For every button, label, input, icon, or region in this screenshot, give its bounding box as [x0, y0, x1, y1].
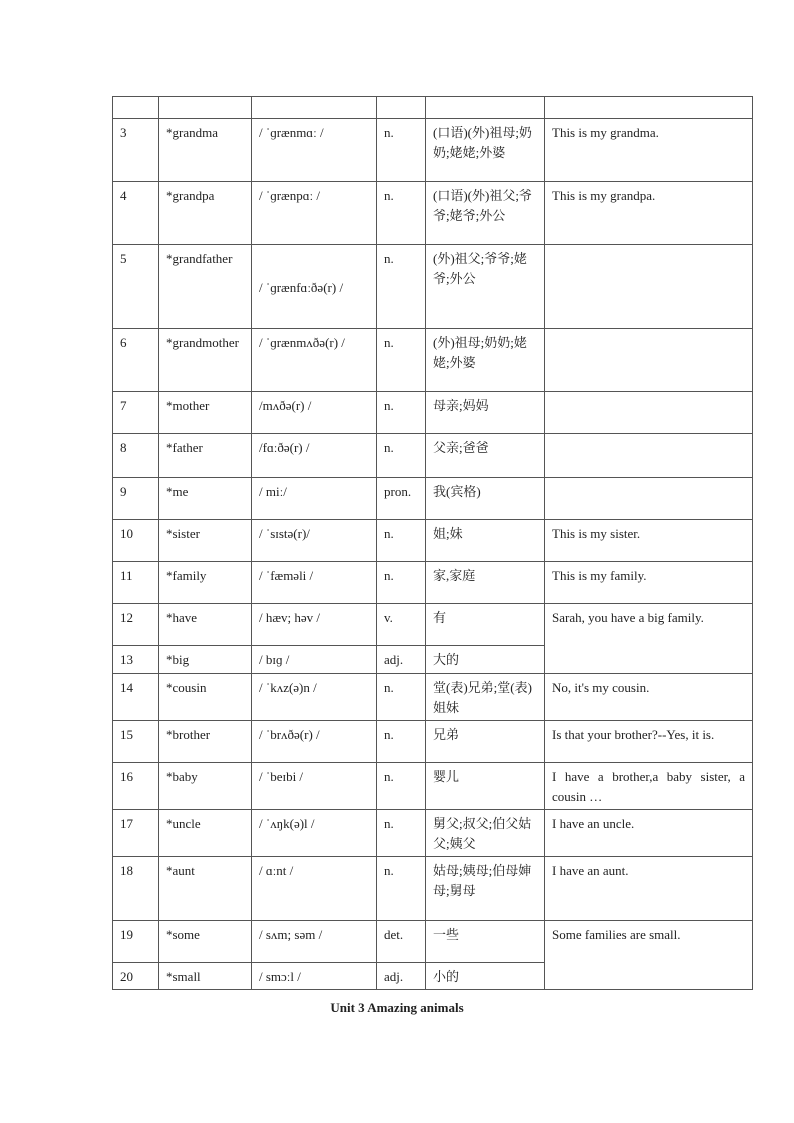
row-word: *grandma: [159, 119, 252, 182]
row-example: This is my grandma.: [545, 119, 753, 182]
row-pos: adj.: [377, 963, 426, 990]
row-number: 12: [113, 604, 159, 646]
table-row: [113, 245, 753, 329]
row-word: *grandfather: [159, 245, 252, 329]
row-pos: n.: [377, 520, 426, 562]
table-row: [113, 810, 753, 857]
row-word: *some: [159, 921, 252, 963]
row-number: 19: [113, 921, 159, 963]
row-meaning: (外)祖母;奶奶;姥姥;外婆: [426, 329, 545, 392]
table-row: [113, 434, 753, 478]
row-pos: n.: [377, 182, 426, 245]
row-number: 18: [113, 857, 159, 921]
table-cell: [545, 97, 753, 119]
row-number: 8: [113, 434, 159, 478]
vocabulary-table: [112, 96, 753, 990]
row-meaning: 舅父;叔父;伯父姑父;姨父: [426, 810, 545, 857]
row-number: 3: [113, 119, 159, 182]
row-meaning: 家,家庭: [426, 562, 545, 604]
row-number: 14: [113, 674, 159, 721]
row-phonetic: / ˈʌŋk(ə)l /: [252, 810, 377, 857]
row-pos: n.: [377, 810, 426, 857]
row-number: 6: [113, 329, 159, 392]
row-number: 11: [113, 562, 159, 604]
row-meaning: 堂(表)兄弟;堂(表)姐妹: [426, 674, 545, 721]
table-row: [113, 674, 753, 721]
row-meaning: 兄弟: [426, 721, 545, 763]
row-word: *uncle: [159, 810, 252, 857]
row-phonetic: / hæv; həv /: [252, 604, 377, 646]
row-pos: v.: [377, 604, 426, 646]
row-meaning: (口语)(外)祖父;爷爷;姥爷;外公: [426, 182, 545, 245]
row-example: Is that your brother?--Yes, it is.: [545, 721, 753, 763]
row-example: This is my sister.: [545, 520, 753, 562]
row-meaning: 父亲;爸爸: [426, 434, 545, 478]
row-word: *cousin: [159, 674, 252, 721]
row-meaning: (外)祖父;爷爷;姥爷;外公: [426, 245, 545, 329]
row-example: This is my grandpa.: [545, 182, 753, 245]
row-word: *me: [159, 478, 252, 520]
row-meaning: 我(宾格): [426, 478, 545, 520]
row-example: I have an uncle.: [545, 810, 753, 857]
row-pos: n.: [377, 763, 426, 810]
row-phonetic: / sʌm; səm /: [252, 921, 377, 963]
row-word: *baby: [159, 763, 252, 810]
row-phonetic: / ˈɡrænfɑːðə(r) /: [252, 245, 377, 329]
table-row: [113, 182, 753, 245]
row-word: *small: [159, 963, 252, 990]
row-phonetic: / smɔːl /: [252, 963, 377, 990]
row-example: No, it's my cousin.: [545, 674, 753, 721]
row-pos: n.: [377, 721, 426, 763]
row-phonetic: / bɪɡ /: [252, 646, 377, 674]
row-number: 15: [113, 721, 159, 763]
row-pos: n.: [377, 329, 426, 392]
row-example: [545, 478, 753, 520]
row-number: 5: [113, 245, 159, 329]
row-meaning: 婴儿: [426, 763, 545, 810]
row-number: 13: [113, 646, 159, 674]
row-number: 20: [113, 963, 159, 990]
row-meaning: 小的: [426, 963, 545, 990]
row-word: *aunt: [159, 857, 252, 921]
table-cell: [377, 97, 426, 119]
row-pos: n.: [377, 857, 426, 921]
row-meaning: 母亲;妈妈: [426, 392, 545, 434]
table-row: [113, 721, 753, 763]
row-word: *big: [159, 646, 252, 674]
row-number: 17: [113, 810, 159, 857]
row-number: 16: [113, 763, 159, 810]
table-cell: [426, 97, 545, 119]
row-phonetic: / ˈsɪstə(r)/: [252, 520, 377, 562]
table-cell: [252, 97, 377, 119]
table-cell: [159, 97, 252, 119]
table-row: [113, 329, 753, 392]
row-example: [545, 392, 753, 434]
row-pos: n.: [377, 674, 426, 721]
row-example: [545, 245, 753, 329]
row-example: [545, 434, 753, 478]
row-word: *mother: [159, 392, 252, 434]
row-word: *brother: [159, 721, 252, 763]
row-example: [545, 329, 753, 392]
row-phonetic: / ˈɡrænmʌðə(r) /: [252, 329, 377, 392]
row-phonetic: / ˈɡrænpɑː /: [252, 182, 377, 245]
row-number: 7: [113, 392, 159, 434]
row-example: Sarah, you have a big family.: [545, 604, 753, 674]
row-pos: n.: [377, 245, 426, 329]
row-word: *sister: [159, 520, 252, 562]
row-phonetic: / ˈbeɪbi /: [252, 763, 377, 810]
table-row: [113, 604, 753, 646]
row-number: 4: [113, 182, 159, 245]
table-row: [113, 520, 753, 562]
table-header-row: [113, 97, 753, 119]
row-pos: adj.: [377, 646, 426, 674]
row-word: *grandpa: [159, 182, 252, 245]
row-pos: n.: [377, 392, 426, 434]
table-row: [113, 392, 753, 434]
row-phonetic: / ˈfæməli /: [252, 562, 377, 604]
row-phonetic: /fɑːðə(r) /: [252, 434, 377, 478]
row-meaning: 大的: [426, 646, 545, 674]
table-row: [113, 857, 753, 921]
row-phonetic: / ˈkʌz(ə)n /: [252, 674, 377, 721]
row-meaning: 一些: [426, 921, 545, 963]
row-word: *father: [159, 434, 252, 478]
row-phonetic: / ˈbrʌðə(r) /: [252, 721, 377, 763]
row-example: This is my family.: [545, 562, 753, 604]
row-meaning: 姐;妹: [426, 520, 545, 562]
row-pos: n.: [377, 119, 426, 182]
row-phonetic: /mʌðə(r) /: [252, 392, 377, 434]
row-pos: n.: [377, 562, 426, 604]
row-phonetic: / ˈɡrænmɑː /: [252, 119, 377, 182]
row-pos: n.: [377, 434, 426, 478]
table-row: [113, 478, 753, 520]
row-word: *family: [159, 562, 252, 604]
row-phonetic: / miː/: [252, 478, 377, 520]
table-row: [113, 763, 753, 810]
row-meaning: (口语)(外)祖母;奶奶;姥姥;外婆: [426, 119, 545, 182]
row-word: *grandmother: [159, 329, 252, 392]
row-number: 9: [113, 478, 159, 520]
row-pos: pron.: [377, 478, 426, 520]
row-example: I have an aunt.: [545, 857, 753, 921]
table-row: [113, 562, 753, 604]
row-word: *have: [159, 604, 252, 646]
row-meaning: 姑母;姨母;伯母婶母;舅母: [426, 857, 545, 921]
next-unit-title: Unit 3 Amazing animals: [330, 1000, 464, 1015]
table-cell: [113, 97, 159, 119]
row-example: I have a brother,a baby sister, a cousin …: [545, 763, 753, 810]
table-row: [113, 921, 753, 963]
row-number: 10: [113, 520, 159, 562]
row-pos: det.: [377, 921, 426, 963]
row-example: Some families are small.: [545, 921, 753, 990]
row-meaning: 有: [426, 604, 545, 646]
row-phonetic: / ɑːnt /: [252, 857, 377, 921]
table-row: [113, 119, 753, 182]
